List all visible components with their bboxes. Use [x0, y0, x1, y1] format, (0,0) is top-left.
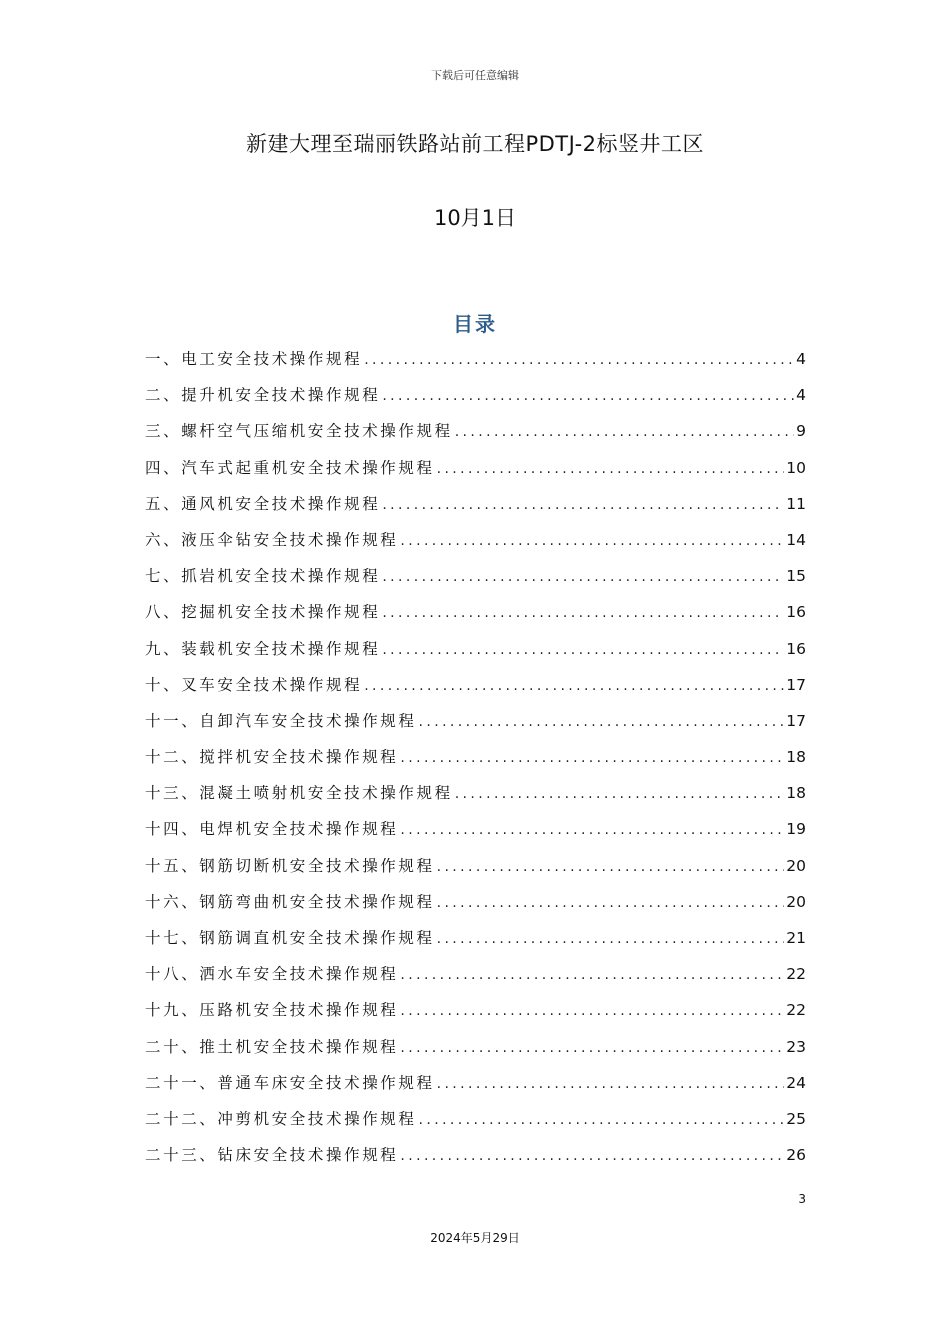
toc-leader-dots: [419, 1102, 785, 1138]
toc-entry-page: 4: [796, 350, 806, 368]
toc-entry-page: 17: [786, 675, 806, 694]
toc-leader-dots: [364, 342, 794, 378]
toc-entry-label: 十四、电焊机安全技术操作规程: [145, 820, 399, 839]
toc-leader-dots: [382, 632, 784, 668]
toc-entry-page: 23: [786, 1037, 806, 1056]
toc-entry[interactable]: [145, 739, 806, 775]
toc-entry-label: 三、螺杆空气压缩机安全技术操作规程: [145, 422, 453, 441]
toc-leader-dots: [400, 1138, 784, 1174]
toc-entry-label: 四、汽车式起重机安全技术操作规程: [145, 458, 435, 477]
toc-entry-page: 26: [786, 1146, 806, 1165]
toc-entry[interactable]: [145, 631, 806, 667]
toc-leader-dots: [455, 414, 794, 450]
toc-heading: 目录: [453, 312, 497, 336]
toc-entry[interactable]: [145, 450, 806, 486]
toc-entry-label: 十七、钢筋调直机安全技术操作规程: [145, 929, 435, 947]
toc-entry[interactable]: [145, 920, 806, 956]
toc-entry-label: 十九、压路机安全技术操作规程: [145, 1001, 399, 1020]
toc-entry-label: 十八、洒水车安全技术操作规程: [145, 965, 399, 984]
document-date: 10月1日: [433, 206, 517, 230]
toc-entry-page: 9: [796, 422, 806, 441]
toc-entry[interactable]: [145, 667, 806, 703]
footer-date: 2024年5月29日: [430, 1231, 520, 1245]
toc-entry-page: 17: [786, 711, 806, 730]
toc-leader-dots: [437, 1066, 785, 1102]
toc-leader-dots: [437, 885, 785, 921]
toc-leader-dots: [382, 595, 784, 631]
toc-leader-dots: [437, 921, 785, 957]
toc-entry-label: 二十一、普通车床安全技术操作规程: [145, 1073, 435, 1092]
toc-entry-label: 二十二、冲剪机安全技术操作规程: [145, 1109, 417, 1128]
toc-entry[interactable]: [145, 558, 806, 594]
toc-leader-dots: [400, 1030, 784, 1066]
toc-leader-dots: [400, 957, 784, 993]
toc-entry[interactable]: [145, 486, 806, 522]
toc-entry-label: 五、通风机安全技术操作规程: [145, 494, 381, 513]
toc-entry[interactable]: [145, 377, 806, 413]
toc-entry[interactable]: [145, 594, 806, 630]
header-note: 下载后可任意编辑: [431, 69, 519, 82]
toc-entry[interactable]: [145, 341, 806, 377]
toc-entry-page: 15: [786, 567, 806, 586]
toc-entry-page: 4: [796, 386, 806, 405]
toc-entry-label: 一、电工安全技术操作规程: [145, 350, 363, 368]
toc-entry-page: 16: [786, 639, 806, 658]
toc-entry-label: 二十三、钻床安全技术操作规程: [145, 1146, 399, 1165]
toc-entry-page: 10: [786, 458, 806, 477]
document-title: 新建大理至瑞丽铁路站前工程PDTJ-2标竖井工区: [245, 132, 705, 156]
toc-leader-dots: [400, 812, 784, 848]
toc-leader-dots: [400, 993, 784, 1029]
toc-entry-page: 11: [786, 494, 806, 513]
toc-entry-label: 七、抓岩机安全技术操作规程: [145, 567, 381, 586]
toc-entry-label: 十六、钢筋弯曲机安全技术操作规程: [145, 892, 435, 911]
toc-entry[interactable]: [145, 703, 806, 739]
toc-entry-page: 18: [786, 748, 806, 767]
toc-leader-dots: [382, 487, 784, 523]
toc-leader-dots: [382, 559, 784, 595]
toc-entry-page: 21: [786, 929, 806, 947]
toc-entry[interactable]: [145, 811, 806, 847]
toc-entry-page: 20: [786, 856, 806, 875]
toc-entry-page: 16: [786, 603, 806, 622]
toc-entry-label: 八、挖掘机安全技术操作规程: [145, 603, 381, 622]
toc-entry-label: 十三、混凝土喷射机安全技术操作规程: [145, 784, 453, 803]
toc-entry-label: 十一、自卸汽车安全技术操作规程: [145, 711, 417, 730]
toc-entry-label: 六、液压伞钻安全技术操作规程: [145, 530, 399, 549]
toc-entry-page: 25: [786, 1109, 806, 1128]
toc-leader-dots: [455, 776, 785, 812]
toc-leader-dots: [364, 668, 784, 704]
toc-entry[interactable]: [145, 992, 806, 1028]
toc-entry[interactable]: [145, 413, 806, 449]
toc-entry[interactable]: [145, 775, 806, 811]
toc-entry-page: 14: [786, 530, 806, 549]
toc-leader-dots: [382, 378, 794, 414]
toc-entry-page: 19: [786, 820, 806, 839]
toc-entry-page: 22: [786, 1001, 806, 1020]
toc-leader-dots: [400, 523, 784, 559]
toc-entry-page: 22: [786, 965, 806, 984]
toc-entry[interactable]: [145, 1065, 806, 1101]
toc-entry[interactable]: [145, 1137, 806, 1173]
toc-entry-page: 20: [786, 892, 806, 911]
toc-leader-dots: [419, 704, 785, 740]
toc-leader-dots: [437, 849, 785, 885]
toc-entry-label: 九、装载机安全技术操作规程: [145, 639, 381, 658]
toc-entry-label: 十五、钢筋切断机安全技术操作规程: [145, 856, 435, 875]
toc-entry[interactable]: [145, 848, 806, 884]
toc-entry-label: 十二、搅拌机安全技术操作规程: [145, 748, 399, 767]
toc-entry[interactable]: [145, 1029, 806, 1065]
toc-leader-dots: [400, 740, 784, 776]
page-number: 3: [798, 1192, 806, 1206]
toc-entry[interactable]: [145, 956, 806, 992]
toc-entry-label: 二、提升机安全技术操作规程: [145, 386, 381, 405]
toc-entry[interactable]: [145, 1101, 806, 1137]
toc-entry[interactable]: [145, 884, 806, 920]
toc-entry-page: 18: [786, 784, 806, 803]
toc-entry[interactable]: [145, 522, 806, 558]
table-of-contents: [145, 341, 806, 1173]
toc-entry-label: 二十、推土机安全技术操作规程: [145, 1037, 399, 1056]
toc-entry-page: 24: [786, 1073, 806, 1092]
toc-entry-label: 十、叉车安全技术操作规程: [145, 675, 363, 694]
toc-leader-dots: [437, 451, 785, 487]
